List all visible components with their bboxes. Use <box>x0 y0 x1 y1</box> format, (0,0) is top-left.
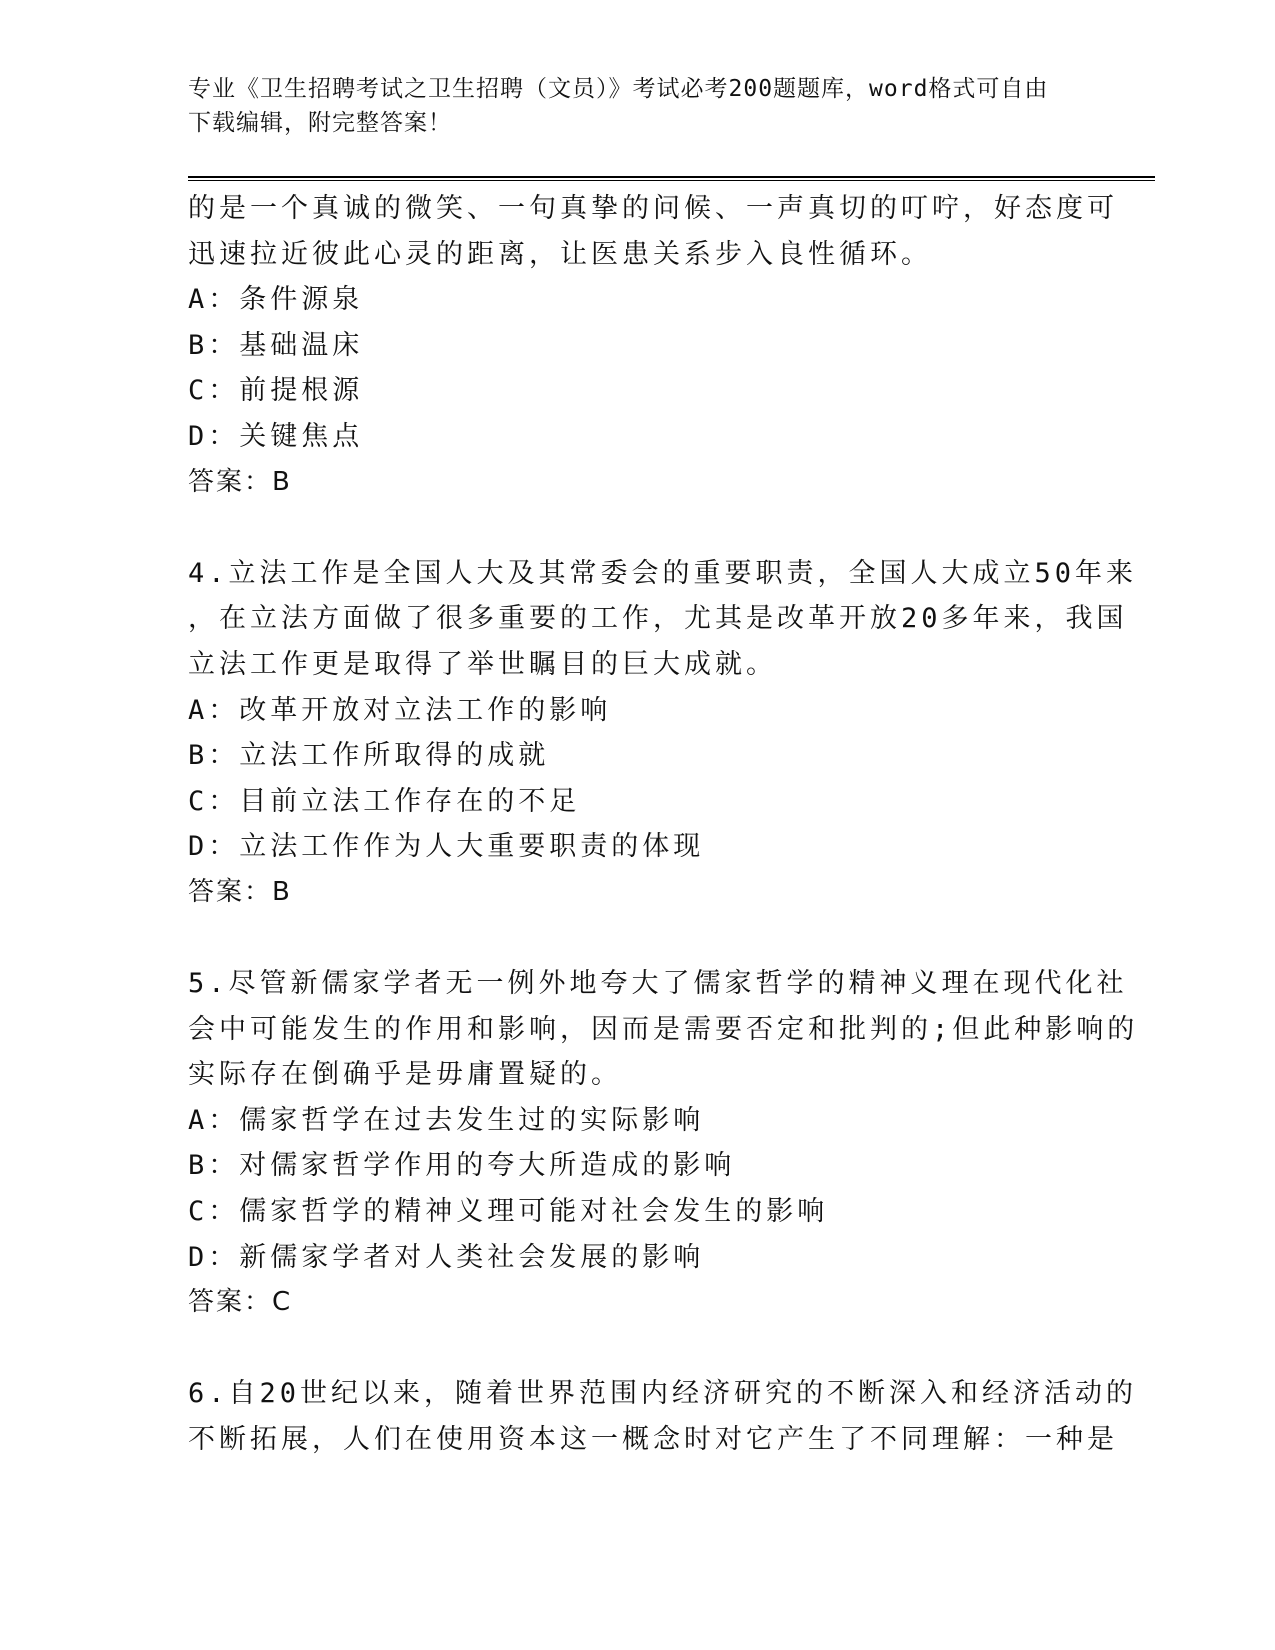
question-spacer <box>188 1326 1088 1372</box>
option-b: B：立法工作所取得的成就 <box>188 740 550 772</box>
option-b: B：基础温床 <box>188 329 364 361</box>
question-4 <box>188 551 1138 916</box>
question-text-line: 6.自20世纪以来，随着世界范围内经济研究的不断深入和经济活动的 <box>188 1378 1138 1410</box>
answer-line: 答案：B <box>188 466 292 497</box>
answer-line: 答案：C <box>188 1287 293 1318</box>
option-b: B：对儒家哲学作用的夸大所造成的影响 <box>188 1150 736 1182</box>
option-d: D：关键焦点 <box>188 420 364 452</box>
option-c: C：前提根源 <box>188 375 364 407</box>
question-text-line: 迅速拉近彼此心灵的距离，让医患关系步入良性循环。 <box>188 238 932 270</box>
question-6 <box>188 1371 1138 1462</box>
option-a: A：改革开放对立法工作的影响 <box>188 694 612 726</box>
option-d: D：新儒家学者对人类社会发展的影响 <box>188 1241 705 1273</box>
document-header: 专业《卫生招聘考试之卫生招聘（文员）》考试必考200题题库，word格式可自由下载编辑，附完整答案！ <box>188 76 1049 136</box>
question-text-line: 立法工作更是取得了举世瞩目的巨大成就。 <box>188 648 777 680</box>
question-text-line: 不断拓展，人们在使用资本这一概念时对它产生了不同理解：一种是 <box>188 1424 1118 1456</box>
question-spacer <box>188 916 1088 962</box>
option-a: A：条件源泉 <box>188 284 364 316</box>
question-list <box>188 186 1139 1463</box>
question-text-line: 4.立法工作是全国人大及其常委会的重要职责，全国人大成立50年来 <box>188 557 1138 589</box>
question-text-line: 会中可能发生的作用和影响，因而是需要否定和批判的;但此种影响的 <box>188 1013 1139 1045</box>
option-c: C：儒家哲学的精神义理可能对社会发生的影响 <box>188 1196 829 1228</box>
question-text-line: 实际存在倒确乎是毋庸置疑的。 <box>188 1059 622 1091</box>
question-text-line: ，在立法方面做了很多重要的工作，尤其是改革开放20多年来，我国 <box>188 603 1128 635</box>
question-text-line: 的是一个真诚的微笑、一句真挚的问候、一声真切的叮咛，好态度可 <box>188 193 1118 224</box>
question-5 <box>188 961 1139 1326</box>
header-divider <box>188 176 1155 181</box>
question-spacer <box>188 505 1088 551</box>
question-3-continued <box>188 186 1118 505</box>
option-c: C：目前立法工作存在的不足 <box>188 785 581 817</box>
answer-line: 答案：B <box>188 876 292 907</box>
question-text-line: 5.尽管新儒家学者无一例外地夸大了儒家哲学的精神义理在现代化社 <box>188 968 1128 1000</box>
option-a: A：儒家哲学在过去发生过的实际影响 <box>188 1104 705 1136</box>
option-d: D：立法工作作为人大重要职责的体现 <box>188 831 705 863</box>
